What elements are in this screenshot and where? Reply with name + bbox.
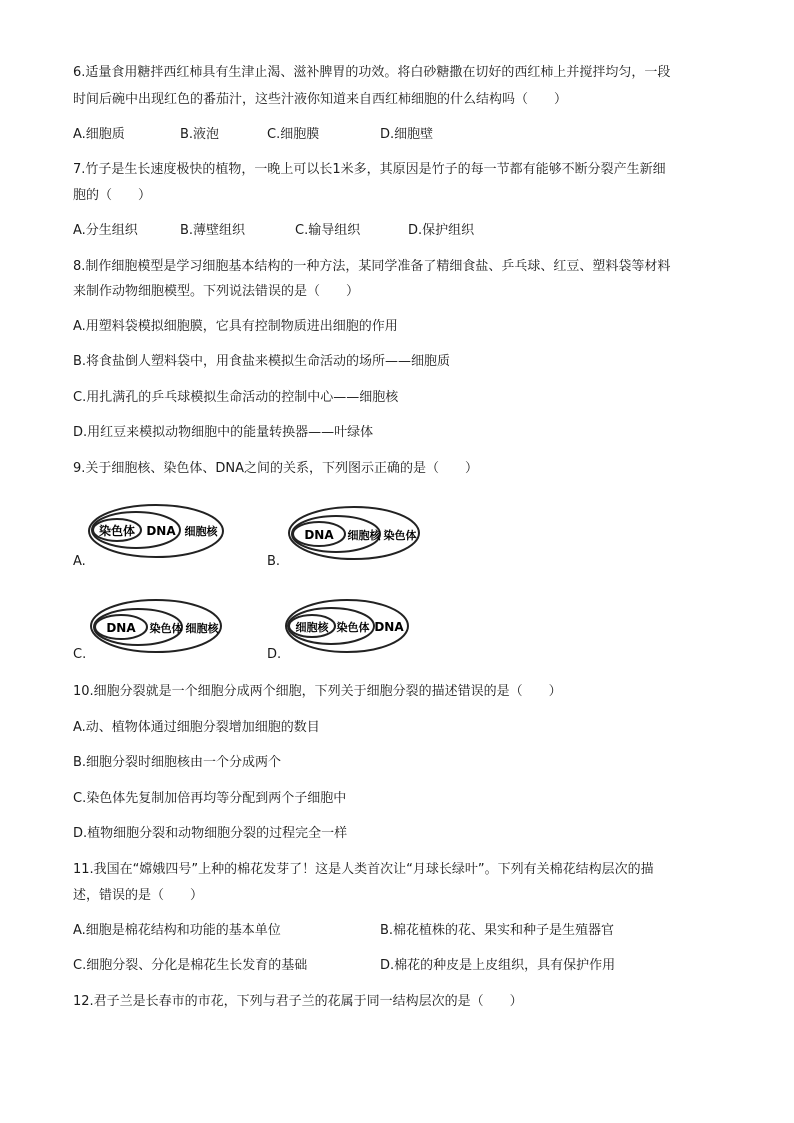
q6-stem-line1: 6.适量食用糖拌西红柿具有生津止渴、滋补脾胃的功效。将白砂糖撒在切好的西红柿上并搅拌均匀，一段	[73, 65, 671, 80]
q9-a-middle-label: DNA	[146, 524, 176, 538]
q11-stem-line1: 11.我国在“嫦娥四号”上种的棉花发芽了！这是人类首次让“月球长绿叶”。下列有关棉花结构层次的描	[73, 862, 654, 877]
q8-stem-line1: 8.制作细胞模型是学习细胞基本结构的一种方法，某同学准备了精细食盐、乒乓球、红豆、塑料袋等材料	[73, 259, 671, 274]
q7-option-d: D.保护组织	[408, 223, 475, 238]
q9-d-outer-label: DNA	[374, 620, 404, 634]
q9-option-b-letter: B.	[267, 554, 281, 569]
q11-option-b: B.棉花植株的花、果实和种子是生殖器官	[380, 923, 615, 938]
q10-stem: 10.细胞分裂就是一个细胞分成两个细胞，下列关于细胞分裂的描述错误的是（ ）	[73, 684, 562, 699]
q6-option-b: B.液泡	[180, 127, 220, 142]
q9-option-c-letter: C.	[73, 647, 87, 662]
q7-option-a: A.分生组织	[73, 223, 138, 238]
q9-b-inner-label: DNA	[304, 528, 334, 542]
q9-a-inner-label: 染色体	[98, 524, 136, 538]
q9-d-inner-label: 细胞核	[295, 621, 329, 634]
q9-b-outer-label: 染色体	[383, 529, 417, 542]
q9-d-middle-label: 染色体	[336, 621, 370, 634]
q8-stem-line2: 来制作动物细胞模型。下列说法错误的是（ ）	[73, 284, 360, 299]
q9-option-d-letter: D.	[267, 647, 282, 662]
q9-b-middle-label: 细胞核	[347, 529, 381, 542]
q11-stem-line2: 述，错误的是（ ）	[73, 888, 204, 903]
q9-a-outer-label: 细胞核	[184, 525, 218, 538]
q11-option-a: A.细胞是棉花结构和功能的基本单位	[73, 923, 281, 938]
q9-diagram-d	[283, 597, 411, 655]
q7-option-c: C.输导组织	[295, 223, 361, 238]
q9-option-a-letter: A.	[73, 554, 86, 569]
q10-option-b: B.细胞分裂时细胞核由一个分成两个	[73, 755, 282, 770]
q12-stem: 12.君子兰是长春市的市花，下列与君子兰的花属于同一结构层次的是（ ）	[73, 994, 523, 1009]
q9-diagram-a	[86, 502, 226, 560]
q7-stem-line2: 胞的（ ）	[73, 188, 152, 203]
q8-option-a: A.用塑料袋模拟细胞膜，它具有控制物质进出细胞的作用	[73, 319, 398, 334]
q8-option-d: D.用红豆来模拟动物细胞中的能量转换器——叶绿体	[73, 425, 374, 440]
q6-option-c: C.细胞膜	[267, 127, 320, 142]
q9-diagram-b	[286, 504, 422, 562]
q9-c-inner-label: DNA	[106, 621, 136, 635]
q6-option-a: A.细胞质	[73, 127, 125, 142]
q8-option-b: B.将食盐倒人塑料袋中，用食盐来模拟生命活动的场所——细胞质	[73, 354, 451, 369]
q11-option-c: C.细胞分裂、分化是棉花生长发育的基础	[73, 958, 308, 973]
q6-option-d: D.细胞壁	[380, 127, 434, 142]
q6-stem-line2: 时间后碗中出现红色的番茄汁，这些汁液你知道来自西红柿细胞的什么结构吗（ ）	[73, 92, 568, 107]
q9-stem: 9.关于细胞核、染色体、DNA之间的关系，下列图示正确的是（ ）	[73, 461, 479, 476]
q10-option-a: A.动、植物体通过细胞分裂增加细胞的数目	[73, 720, 320, 735]
q9-diagram-c	[88, 597, 224, 655]
q11-option-d: D.棉花的种皮是上皮组织，具有保护作用	[380, 958, 616, 973]
q8-option-c: C.用扎满孔的乒乓球模拟生命活动的控制中心——细胞核	[73, 390, 399, 405]
q9-c-outer-label: 细胞核	[185, 622, 219, 635]
q10-option-c: C.染色体先复制加倍再均等分配到两个子细胞中	[73, 791, 347, 806]
q7-option-b: B.薄壁组织	[180, 223, 246, 238]
q9-c-middle-label: 染色体	[149, 622, 183, 635]
q10-option-d: D.植物细胞分裂和动物细胞分裂的过程完全一样	[73, 826, 348, 841]
q7-stem-line1: 7.竹子是生长速度极快的植物，一晚上可以长1米多，其原因是竹子的每一节都有能够不断分裂产生新细	[73, 162, 666, 177]
